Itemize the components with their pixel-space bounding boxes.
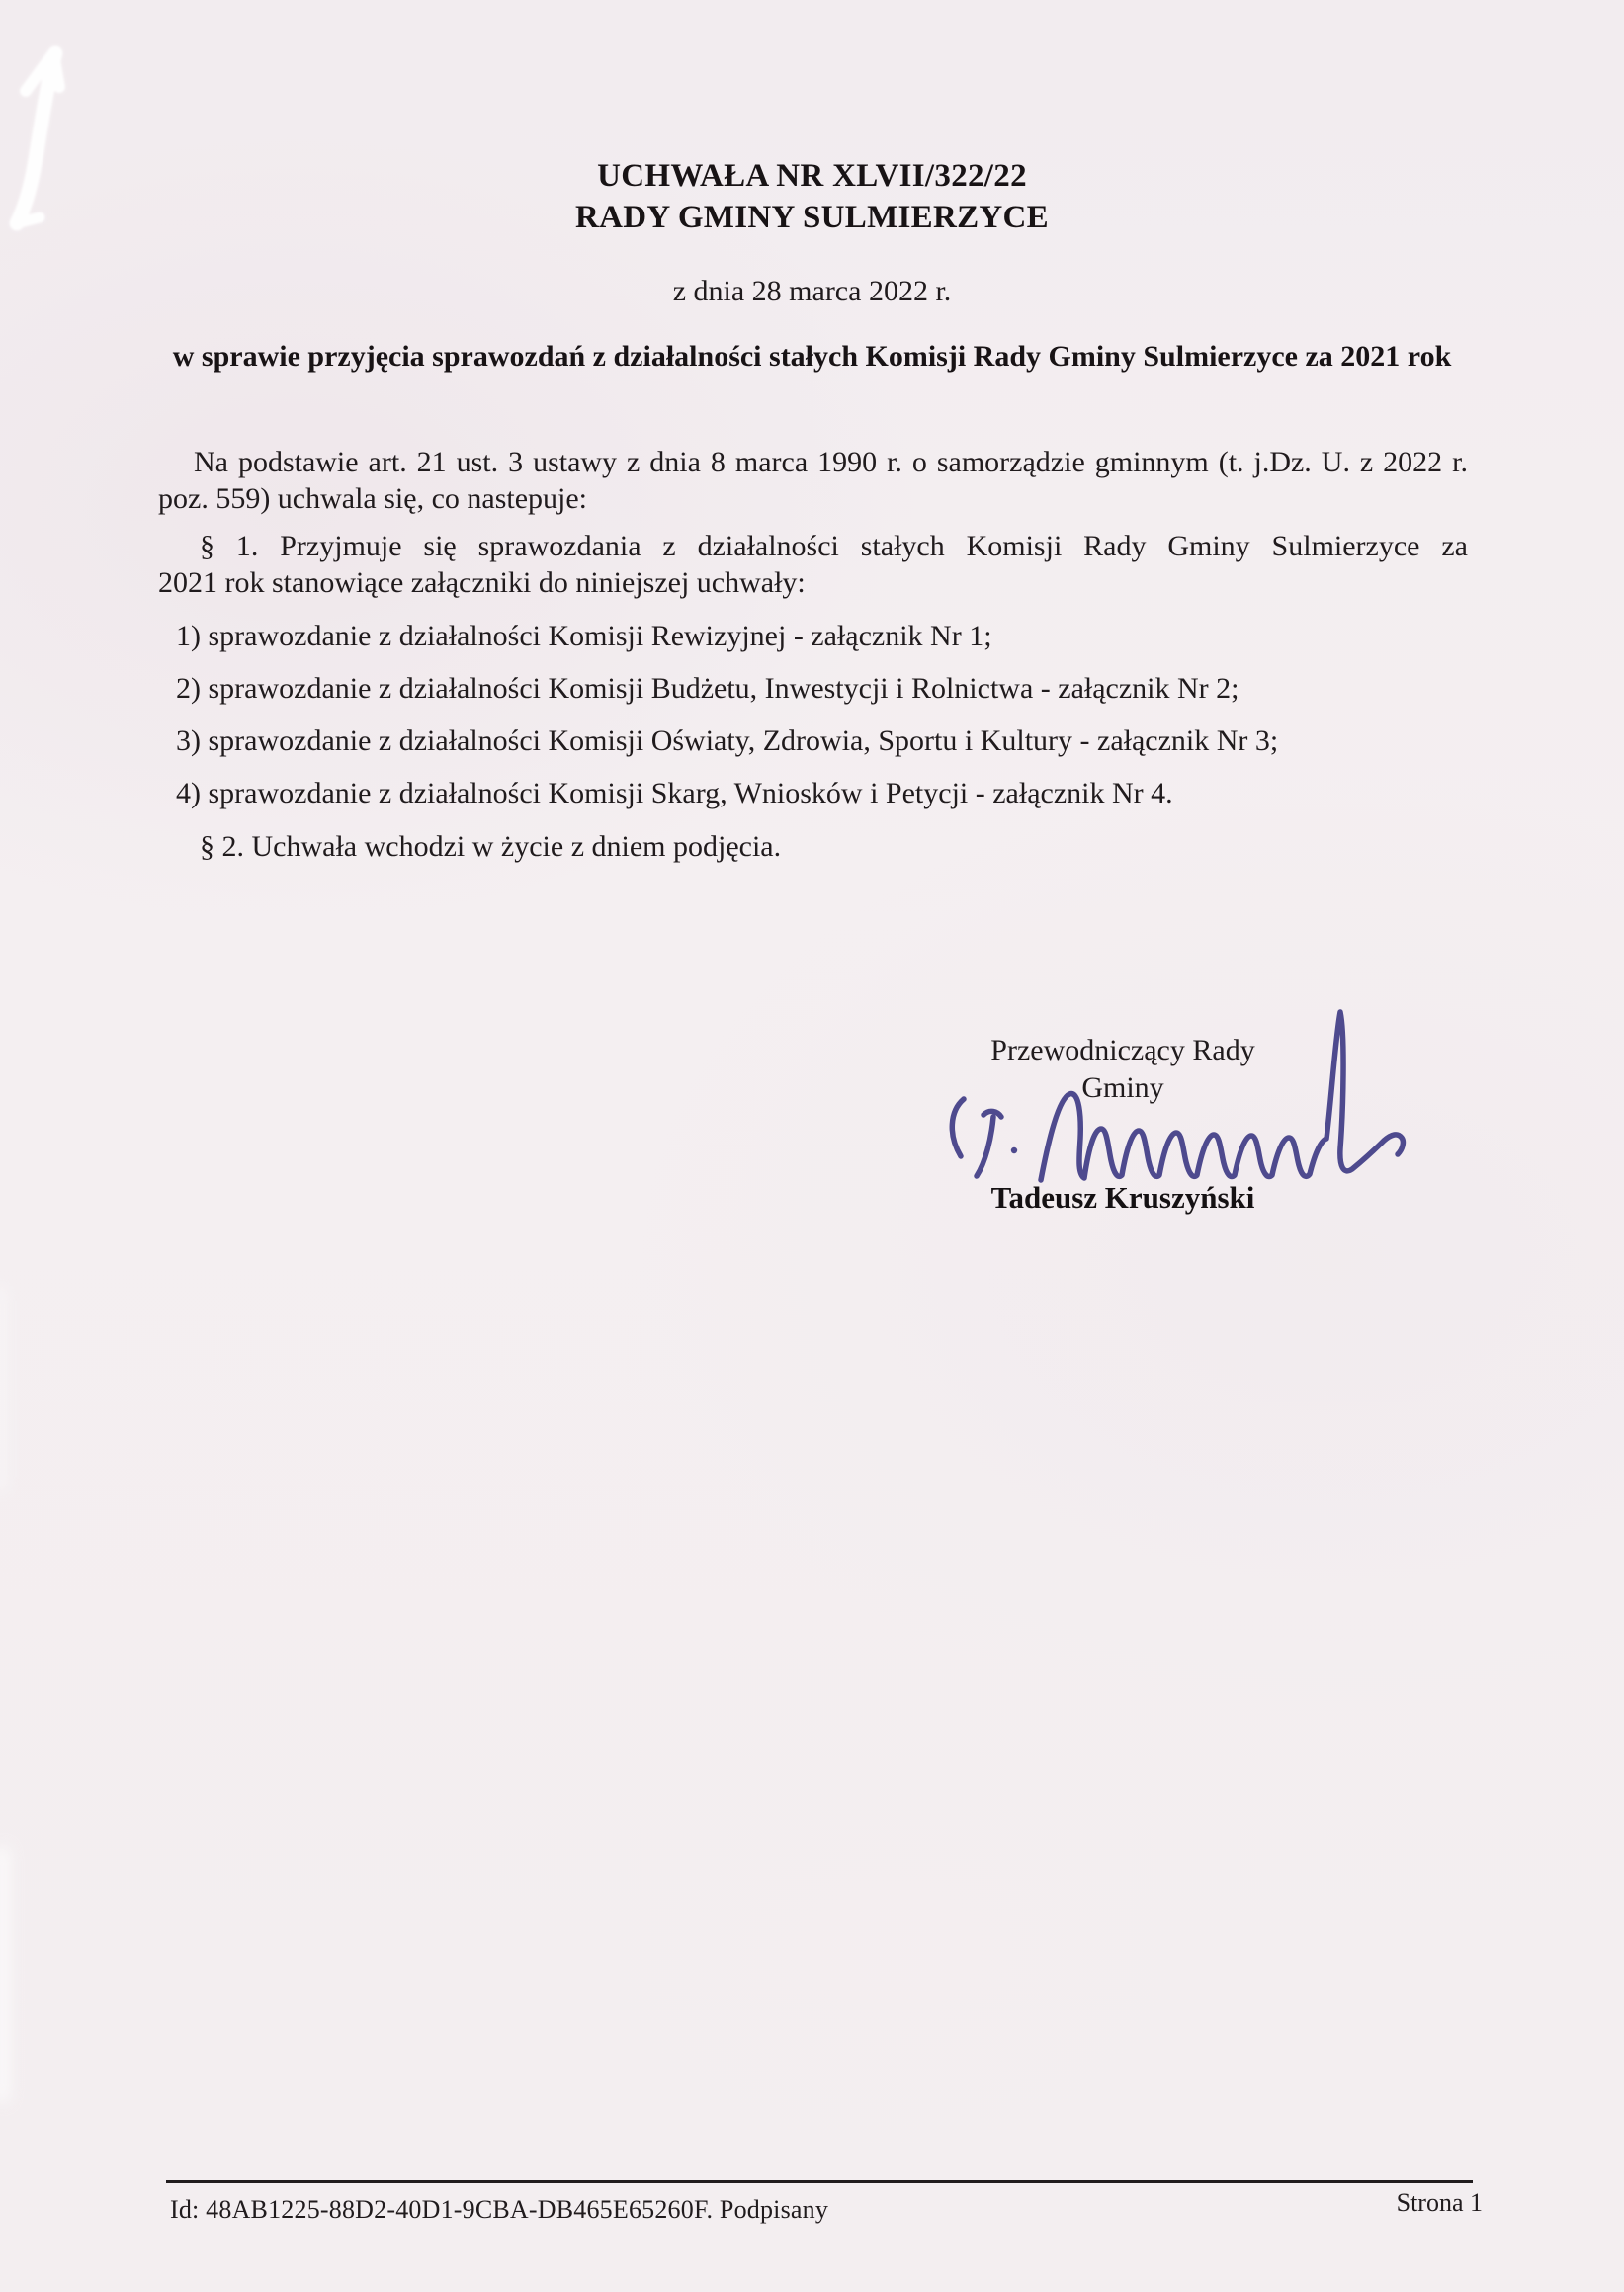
resolution-title-line2: RADY GMINY SULMIERZYCE [574, 200, 1049, 235]
legal-basis-line2: poz. 559) uchwala się, co nastepuje: [158, 482, 588, 515]
section-2-paragraph: § 2. Uchwała wchodzi w życie z dniem podjęcia. [200, 830, 782, 863]
scan-edge-streak [0, 1846, 10, 2103]
legal-basis-paragraph [158, 444, 1468, 517]
list-item-attachment-4: 4) sprawozdanie z działalności Komisji Skarg, Wniosków i Petycji - załącznik Nr 4. [176, 777, 1173, 809]
footer-document-id: Id: 48AB1225-88D2-40D1-9CBA-DB465E65260F. Podpisany [170, 2195, 829, 2224]
list-item-attachment-1: 1) sprawozdanie z działalności Komisji Rewizyjnej - załącznik Nr 1; [176, 620, 992, 652]
scan-edge-streak [0, 1285, 7, 1492]
footer-divider [166, 2180, 1473, 2183]
section-1-line2: 2021 rok stanowiące załączniki do niniejszej uchwały: [158, 566, 806, 599]
signatory-role-line1: Przewodniczący Rady [990, 1034, 1255, 1066]
attachments-list [176, 619, 1486, 828]
section-1-paragraph [158, 528, 1468, 601]
signatory-name: Tadeusz Kruszyński [990, 1180, 1255, 1215]
footer-page-number: Strona 1 [1396, 2188, 1483, 2217]
handwritten-signature [934, 1000, 1458, 1188]
list-item-attachment-2: 2) sprawozdanie z działalności Komisji Budżetu, Inwestycji i Rolnictwa - załącznik Nr 2; [176, 672, 1239, 705]
resolution-date: z dnia 28 marca 2022 r. [672, 275, 952, 307]
resolution-title-line1: UCHWAŁA NR XLVII/322/22 [597, 158, 1027, 194]
white-correction-mark-artifact [2, 42, 81, 239]
signatory-role-line2: Gminy [1081, 1071, 1164, 1104]
resolution-subject: w sprawie przyjęcia sprawozdań z działalności stałych Komisji Rady Gminy Sulmierzyce za 2021 rok [172, 340, 1452, 373]
resolution-title [158, 155, 1466, 238]
legal-basis-line1: Na podstawie art. 21 ust. 3 ustawy z dnia 8 marca 1990 r. o samorządzie gminnym (t. j.Dz. U. z 2022 r. [194, 446, 1468, 478]
section-1-line1: § 1. Przyjmuje się sprawozdania z działalności stałych Komisji Rady Gminy Sulmierzyce za [200, 530, 1468, 562]
list-item-attachment-3: 3) sprawozdanie z działalności Komisji Oświaty, Zdrowia, Sportu i Kultury - załącznik Nr 3; [176, 724, 1279, 757]
